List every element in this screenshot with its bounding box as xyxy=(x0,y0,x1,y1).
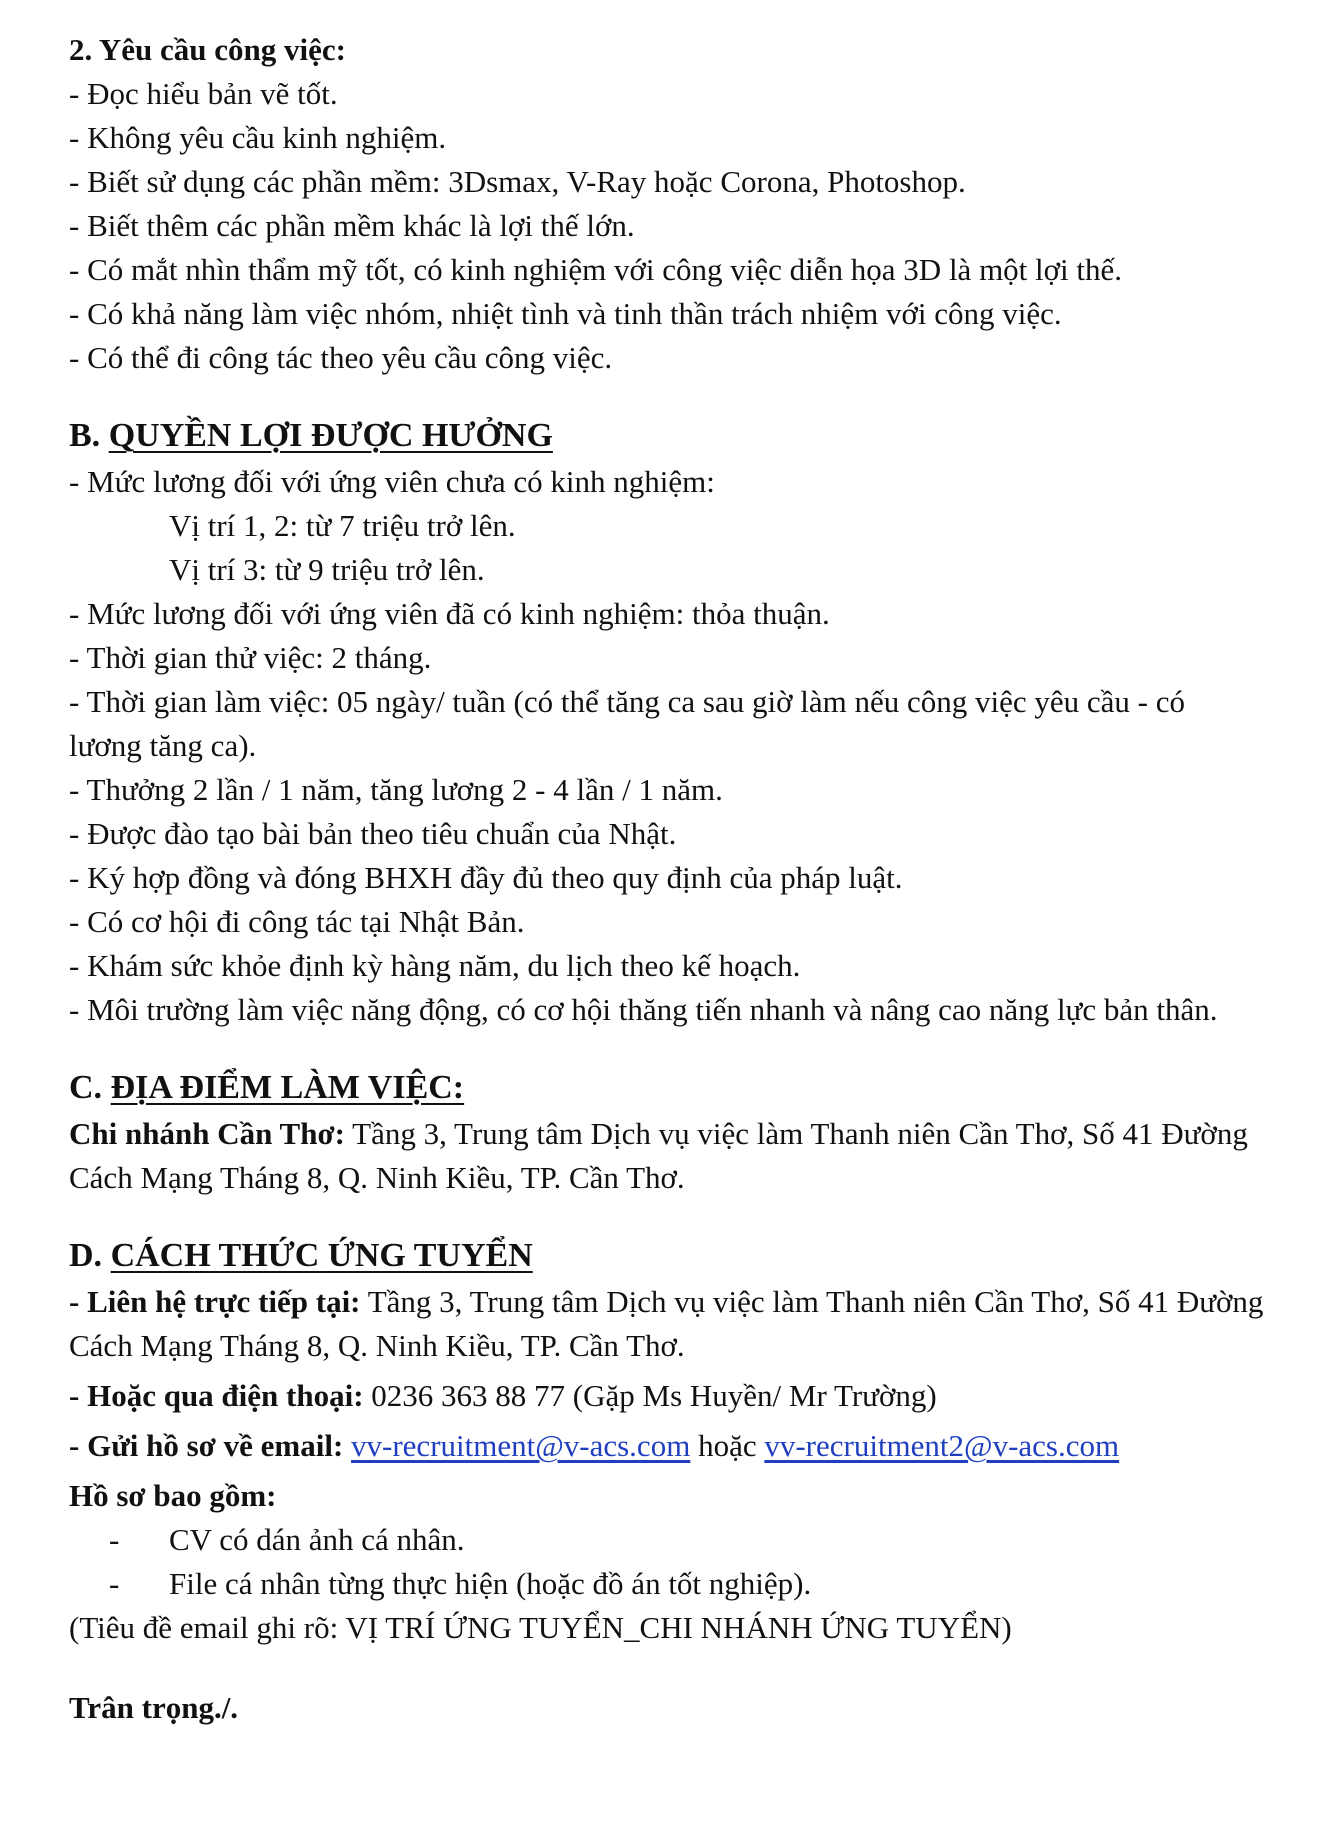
contact-dash: - xyxy=(69,1284,88,1319)
phone-dash: - xyxy=(69,1378,88,1413)
section-b-heading xyxy=(69,412,1269,460)
email-or: hoặc xyxy=(690,1428,765,1463)
requirement-item: - Không yêu cầu kinh nghiệm. xyxy=(69,120,447,155)
benefit-item: - Mức lương đối với ứng viên đã có kinh nghiệm: thỏa thuận. xyxy=(69,596,830,631)
section-b-title: QUYỀN LỢI ĐƯỢC HƯỞNG xyxy=(108,417,553,454)
bullet-dash: - xyxy=(109,1566,120,1601)
requirement-item: - Có khả năng làm việc nhóm, nhiệt tình và tinh thần trách nhiệm với công việc. xyxy=(69,296,1062,331)
benefit-item: - Có cơ hội đi công tác tại Nhật Bản. xyxy=(69,904,525,939)
salary-position-1-2: Vị trí 1, 2: từ 7 triệu trở lên. xyxy=(169,508,516,543)
email-subject-note: (Tiêu đề email ghi rõ: VỊ TRÍ ỨNG TUYỂN_CHI NHÁNH ỨNG TUYỂN) xyxy=(69,1610,1012,1645)
benefit-item: - Thời gian thử việc: 2 tháng. xyxy=(69,640,432,675)
salary-intro: - Mức lương đối với ứng viên chưa có kinh nghiệm: xyxy=(69,464,715,499)
benefit-item: - Thời gian làm việc: 05 ngày/ tuần (có thể tăng ca sau giờ làm nếu công việc yêu cầu - có lương tăng ca). xyxy=(69,684,1185,763)
requirements-heading: 2. Yêu cầu công việc: xyxy=(69,32,346,67)
requirement-item: - Biết thêm các phần mềm khác là lợi thế lớn. xyxy=(69,208,635,243)
section-c-title: ĐỊA ĐIỂM LÀM VIỆC: xyxy=(110,1069,465,1106)
document-body xyxy=(69,28,1269,1730)
section-d-prefix: D. xyxy=(69,1237,111,1274)
benefit-item: - Thưởng 2 lần / 1 năm, tăng lương 2 - 4 lần / 1 năm. xyxy=(69,772,723,807)
email-label: Gửi hồ sơ về email: xyxy=(87,1428,344,1463)
benefit-item: - Khám sức khỏe định kỳ hàng năm, du lịch theo kế hoạch. xyxy=(69,948,801,983)
benefit-item: - Ký hợp đồng và đóng BHXH đầy đủ theo quy định của pháp luật. xyxy=(69,860,903,895)
requirement-item: - Có thể đi công tác theo yêu cầu công việc. xyxy=(69,340,613,375)
section-d-heading xyxy=(69,1232,1269,1280)
branch-label: Chi nhánh Cần Thơ: xyxy=(69,1116,345,1151)
benefit-item: - Được đào tạo bài bản theo tiêu chuẩn của Nhật. xyxy=(69,816,677,851)
email-line xyxy=(69,1424,1269,1468)
phone-value: 0236 363 88 77 (Gặp Ms Huyền/ Mr Trường) xyxy=(363,1378,937,1413)
document-item-text: CV có dán ảnh cá nhân. xyxy=(169,1522,465,1557)
contact-address: Tầng 3, Trung tâm Dịch vụ việc làm Thanh niên Cần Thơ, Số 41 Đường Cách Mạng Tháng 8, Q. Ninh Kiều, TP. Cần Thơ. xyxy=(69,1284,1264,1363)
document-item xyxy=(69,1562,1269,1606)
bullet-dash: - xyxy=(109,1522,120,1557)
document-item-text: File cá nhân từng thực hiện (hoặc đồ án tốt nghiệp). xyxy=(169,1566,812,1601)
contact-paragraph xyxy=(69,1280,1264,1368)
phone-label: Hoặc qua điện thoại: xyxy=(87,1378,364,1413)
branch-address-paragraph xyxy=(69,1112,1264,1200)
documents-label: Hồ sơ bao gồm: xyxy=(69,1478,277,1513)
contact-label: Liên hệ trực tiếp tại: xyxy=(87,1284,361,1319)
closing-text: Trân trọng./. xyxy=(69,1690,239,1725)
section-c-prefix: C. xyxy=(69,1069,111,1106)
email-dash: - xyxy=(69,1428,88,1463)
section-d-title: CÁCH THỨC ỨNG TUYỂN xyxy=(110,1237,533,1274)
phone-line xyxy=(69,1374,1269,1418)
benefit-item: - Môi trường làm việc năng động, có cơ hội thăng tiến nhanh và nâng cao năng lực bản thân. xyxy=(69,992,1218,1027)
branch-address: Tầng 3, Trung tâm Dịch vụ việc làm Thanh niên Cần Thơ, Số 41 Đường Cách Mạng Tháng 8, Q. Ninh Kiều, TP. Cần Thơ. xyxy=(69,1116,1248,1195)
requirement-item: - Đọc hiểu bản vẽ tốt. xyxy=(69,76,338,111)
requirement-item: - Biết sử dụng các phần mềm: 3Dsmax, V-Ray hoặc Corona, Photoshop. xyxy=(69,164,966,199)
email-link-1[interactable]: vv-recruitment@v-acs.com xyxy=(351,1428,691,1463)
salary-position-3: Vị trí 3: từ 9 triệu trở lên. xyxy=(169,552,485,587)
requirement-item: - Có mắt nhìn thẩm mỹ tốt, có kinh nghiệm với công việc diễn họa 3D là một lợi thế. xyxy=(69,252,1123,287)
document-item xyxy=(69,1518,1269,1562)
email-link-2[interactable]: vv-recruitment2@v-acs.com xyxy=(764,1428,1120,1463)
section-c-heading xyxy=(69,1064,1269,1112)
section-b-prefix: B. xyxy=(69,417,109,454)
